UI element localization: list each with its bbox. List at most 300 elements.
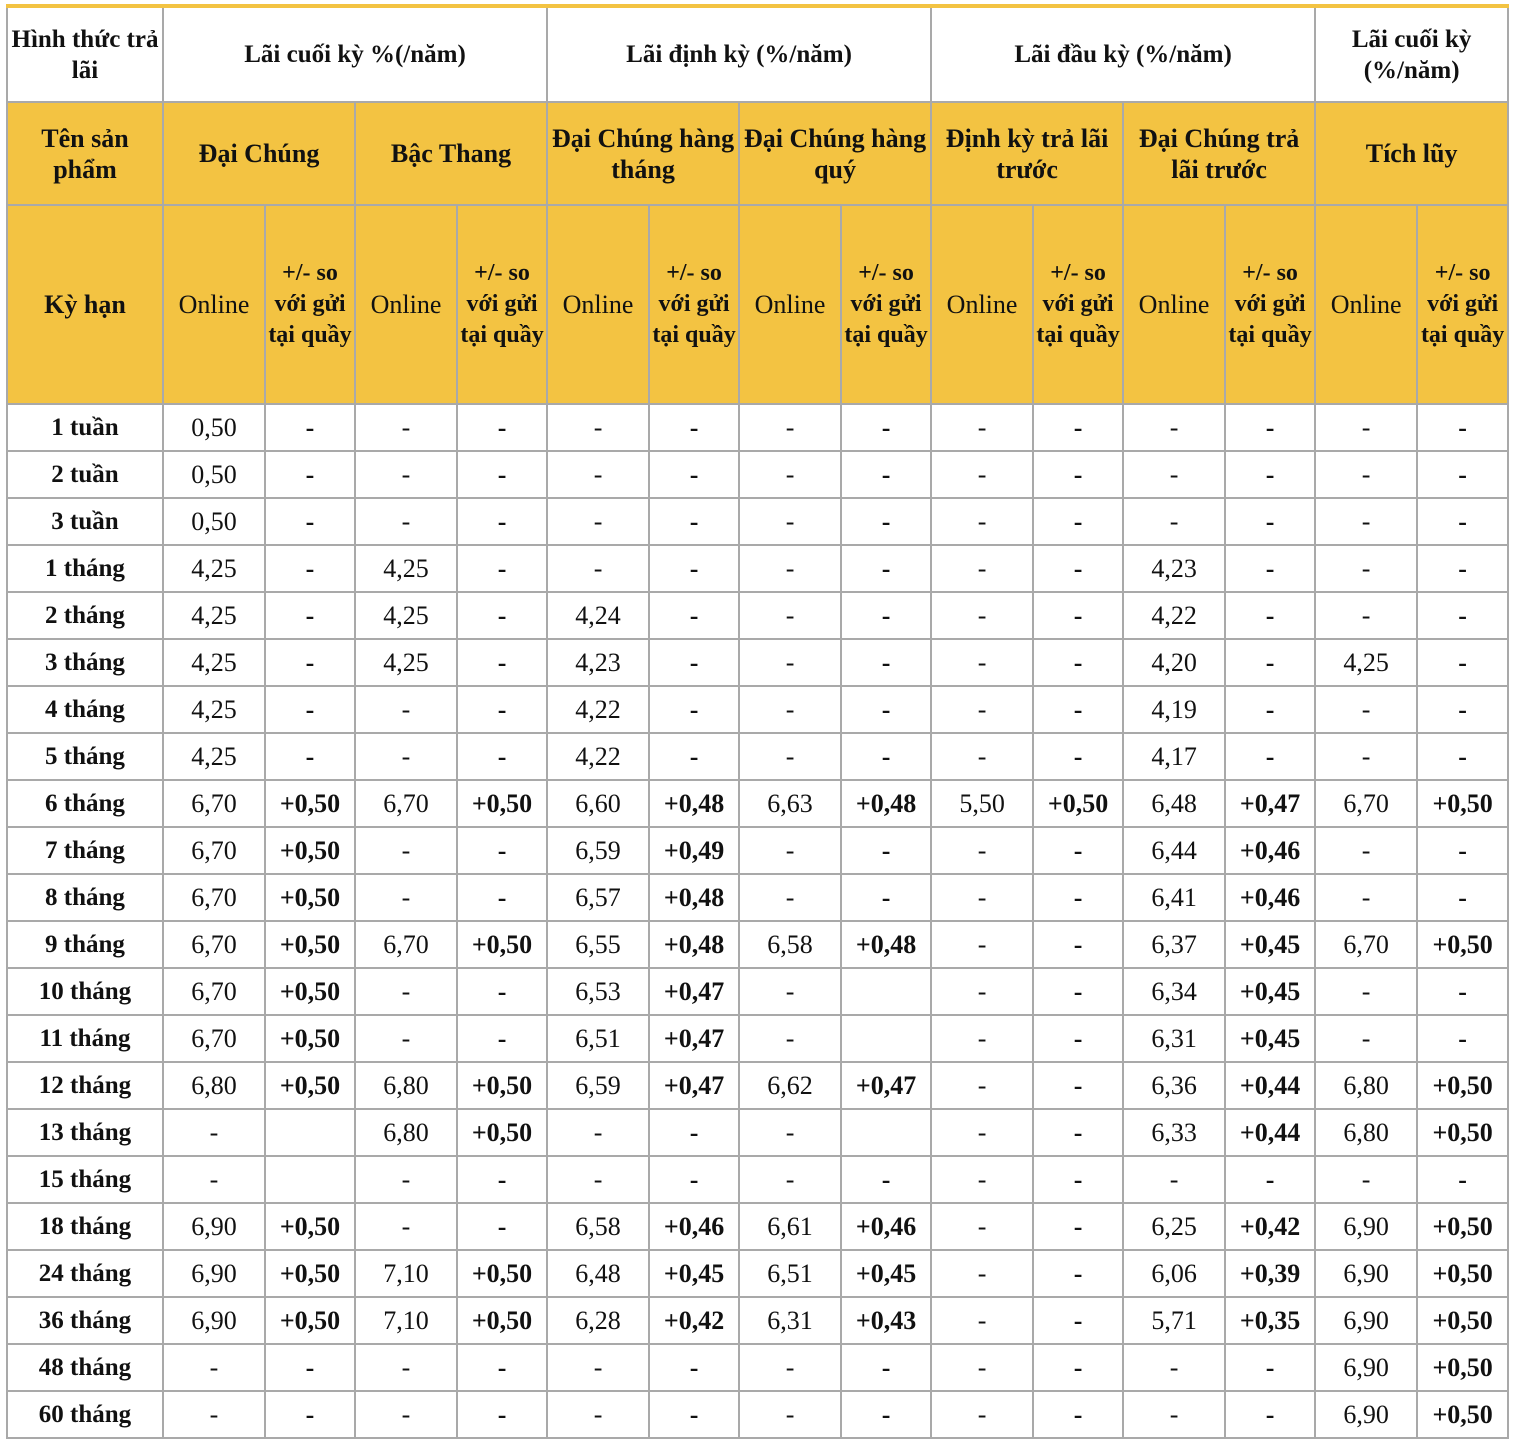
online-rate-cell: 6,70 (163, 827, 265, 874)
online-rate-cell: - (1315, 968, 1417, 1015)
group-header-upfront: Lãi đầu kỳ (%/năm) (931, 6, 1315, 102)
online-rate-cell: 6,58 (547, 1203, 649, 1250)
product-dai-chung-tra-lai-truoc: Đại Chúng trả lãi trước (1123, 102, 1315, 205)
term-cell: 2 tuần (7, 451, 163, 498)
table-row (7, 592, 1508, 639)
online-rate-cell: 0,50 (163, 451, 265, 498)
online-rate-cell: - (739, 1109, 841, 1156)
online-rate-cell: - (739, 1391, 841, 1438)
delta-cell: - (649, 545, 739, 592)
delta-cell: - (1225, 1391, 1315, 1438)
table-row (7, 1297, 1508, 1344)
online-rate-cell: 6,34 (1123, 968, 1225, 1015)
table-row (7, 968, 1508, 1015)
online-rate-cell: 4,25 (355, 592, 457, 639)
delta-cell: +0,50 (457, 1109, 547, 1156)
delta-cell: - (841, 451, 931, 498)
term-cell: 4 tháng (7, 686, 163, 733)
delta-cell: - (1225, 592, 1315, 639)
online-header: Online (355, 205, 457, 404)
delta-cell: +0,47 (649, 968, 739, 1015)
term-cell: 3 tháng (7, 639, 163, 686)
online-rate-cell: 6,70 (163, 921, 265, 968)
product-header-row (7, 102, 1508, 205)
online-header: Online (739, 205, 841, 404)
online-rate-cell: - (931, 733, 1033, 780)
online-rate-cell: - (739, 733, 841, 780)
delta-cell: +0,50 (265, 1203, 355, 1250)
delta-cell: +0,50 (457, 1250, 547, 1297)
delta-cell: - (457, 1156, 547, 1203)
product-bac-thang: Bậc Thang (355, 102, 547, 205)
delta-cell: - (1033, 686, 1123, 733)
online-rate-cell: 6,90 (1315, 1344, 1417, 1391)
term-cell: 5 tháng (7, 733, 163, 780)
online-rate-cell: 4,20 (1123, 639, 1225, 686)
online-header: Online (547, 205, 649, 404)
delta-cell: - (649, 451, 739, 498)
online-rate-cell: - (547, 1391, 649, 1438)
term-cell: 36 tháng (7, 1297, 163, 1344)
delta-cell: - (1417, 733, 1508, 780)
online-rate-cell: 6,36 (1123, 1062, 1225, 1109)
delta-cell: - (649, 1344, 739, 1391)
delta-cell: +0,50 (1417, 1391, 1508, 1438)
delta-cell: - (265, 498, 355, 545)
delta-cell: +0,46 (1225, 874, 1315, 921)
delta-cell: - (649, 498, 739, 545)
online-header: Online (931, 205, 1033, 404)
online-rate-cell: 6,80 (355, 1062, 457, 1109)
online-rate-cell: 4,23 (547, 639, 649, 686)
online-rate-cell: 4,25 (163, 545, 265, 592)
delta-cell: +0,46 (649, 1203, 739, 1250)
delta-cell: - (841, 404, 931, 451)
online-rate-cell: - (1123, 1391, 1225, 1438)
delta-cell: - (265, 592, 355, 639)
delta-cell: - (1033, 1109, 1123, 1156)
delta-cell: - (265, 1391, 355, 1438)
interest-rate-table (6, 4, 1509, 1439)
online-rate-cell: - (739, 968, 841, 1015)
online-rate-cell: - (547, 1344, 649, 1391)
online-rate-cell: - (931, 1297, 1033, 1344)
delta-cell: +0,50 (1417, 1062, 1508, 1109)
delta-cell: - (1417, 592, 1508, 639)
delta-cell: +0,47 (841, 1062, 931, 1109)
table-row (7, 1344, 1508, 1391)
online-rate-cell: 4,25 (163, 733, 265, 780)
term-cell: 10 tháng (7, 968, 163, 1015)
online-rate-cell: - (1123, 1344, 1225, 1391)
online-rate-cell: 7,10 (355, 1297, 457, 1344)
delta-cell: +0,43 (841, 1297, 931, 1344)
online-rate-cell: - (931, 1015, 1033, 1062)
term-cell: 1 tháng (7, 545, 163, 592)
delta-cell: +0,50 (265, 874, 355, 921)
online-rate-cell: 6,80 (163, 1062, 265, 1109)
online-rate-cell: 6,48 (1123, 780, 1225, 827)
delta-cell: - (1033, 1344, 1123, 1391)
group-header-periodic: Lãi định kỳ (%/năm) (547, 6, 931, 102)
delta-cell: - (457, 545, 547, 592)
delta-cell: - (649, 1109, 739, 1156)
term-cell: 2 tháng (7, 592, 163, 639)
delta-cell: - (1033, 827, 1123, 874)
online-rate-cell: - (1315, 545, 1417, 592)
online-rate-cell: 6,90 (1315, 1391, 1417, 1438)
term-cell: 7 tháng (7, 827, 163, 874)
delta-cell: +0,50 (457, 780, 547, 827)
delta-cell: - (1033, 545, 1123, 592)
delta-cell: +0,44 (1225, 1109, 1315, 1156)
delta-cell: - (1417, 1015, 1508, 1062)
online-rate-cell: 6,90 (163, 1297, 265, 1344)
delta-cell: +0,46 (841, 1203, 931, 1250)
delta-vs-counter-header: +/- so với gửi tại quầy (1417, 205, 1508, 404)
online-rate-cell: - (1123, 404, 1225, 451)
term-cell: 48 tháng (7, 1344, 163, 1391)
delta-cell: +0,48 (649, 874, 739, 921)
delta-cell: - (1033, 1250, 1123, 1297)
online-rate-cell: 4,25 (163, 592, 265, 639)
online-rate-cell: 6,62 (739, 1062, 841, 1109)
online-rate-cell: - (739, 639, 841, 686)
online-rate-cell: - (931, 1250, 1033, 1297)
delta-cell: - (1225, 404, 1315, 451)
online-rate-cell: - (547, 404, 649, 451)
delta-cell: - (649, 404, 739, 451)
delta-cell: - (1033, 1297, 1123, 1344)
delta-cell: - (457, 639, 547, 686)
online-rate-cell: - (931, 451, 1033, 498)
online-rate-cell: 6,61 (739, 1203, 841, 1250)
term-cell: 15 tháng (7, 1156, 163, 1203)
online-rate-cell: - (355, 1344, 457, 1391)
online-rate-cell: - (1315, 404, 1417, 451)
delta-cell: - (649, 1156, 739, 1203)
online-rate-cell: - (547, 545, 649, 592)
online-rate-cell: - (355, 968, 457, 1015)
online-rate-cell: 6,33 (1123, 1109, 1225, 1156)
delta-cell: +0,45 (1225, 1015, 1315, 1062)
online-rate-cell: - (739, 874, 841, 921)
online-rate-cell: - (355, 827, 457, 874)
online-rate-cell: 6,57 (547, 874, 649, 921)
delta-cell: - (265, 1344, 355, 1391)
delta-cell: +0,42 (649, 1297, 739, 1344)
online-rate-cell: - (1315, 451, 1417, 498)
online-rate-cell: 6,70 (355, 921, 457, 968)
delta-cell: - (265, 686, 355, 733)
table-row (7, 874, 1508, 921)
online-rate-cell: 6,80 (1315, 1062, 1417, 1109)
delta-cell: +0,45 (649, 1250, 739, 1297)
term-label: Kỳ hạn (7, 205, 163, 404)
online-rate-cell: 6,37 (1123, 921, 1225, 968)
online-rate-cell: 4,25 (163, 639, 265, 686)
online-rate-cell: - (931, 827, 1033, 874)
online-rate-cell: 6,51 (739, 1250, 841, 1297)
online-rate-cell: - (931, 1109, 1033, 1156)
delta-cell: +0,39 (1225, 1250, 1315, 1297)
delta-cell: - (841, 1391, 931, 1438)
online-rate-cell: 0,50 (163, 404, 265, 451)
online-rate-cell: - (739, 1156, 841, 1203)
online-rate-cell: 4,17 (1123, 733, 1225, 780)
delta-cell: +0,45 (1225, 921, 1315, 968)
online-rate-cell: 6,70 (355, 780, 457, 827)
online-rate-cell: 6,63 (739, 780, 841, 827)
delta-cell: - (1033, 404, 1123, 451)
online-rate-cell: - (931, 968, 1033, 1015)
table-row (7, 1203, 1508, 1250)
delta-cell: +0,48 (841, 780, 931, 827)
delta-cell: +0,50 (265, 827, 355, 874)
online-rate-cell: 4,22 (547, 733, 649, 780)
online-rate-cell: 6,70 (163, 1015, 265, 1062)
delta-cell: - (1417, 451, 1508, 498)
online-rate-cell: - (163, 1156, 265, 1203)
online-rate-cell: 6,51 (547, 1015, 649, 1062)
delta-cell: +0,47 (649, 1015, 739, 1062)
delta-cell: +0,50 (1417, 921, 1508, 968)
table-row (7, 1015, 1508, 1062)
online-rate-cell: 6,90 (163, 1203, 265, 1250)
online-rate-cell: 6,53 (547, 968, 649, 1015)
product-dinh-ky-tra-lai-truoc: Định kỳ trả lãi trước (931, 102, 1123, 205)
delta-cell: - (841, 827, 931, 874)
online-rate-cell: - (1315, 733, 1417, 780)
term-cell: 18 tháng (7, 1203, 163, 1250)
delta-cell: - (457, 404, 547, 451)
online-rate-cell: 6,48 (547, 1250, 649, 1297)
delta-cell: +0,42 (1225, 1203, 1315, 1250)
online-rate-cell: - (355, 1015, 457, 1062)
online-rate-cell: 6,28 (547, 1297, 649, 1344)
online-rate-cell: 6,41 (1123, 874, 1225, 921)
online-rate-cell: 6,58 (739, 921, 841, 968)
delta-cell: +0,50 (457, 921, 547, 968)
online-rate-cell: - (1315, 592, 1417, 639)
online-rate-cell: - (931, 874, 1033, 921)
delta-vs-counter-header: +/- so với gửi tại quầy (1033, 205, 1123, 404)
online-rate-cell: - (1315, 686, 1417, 733)
online-rate-cell: 6,70 (1315, 921, 1417, 968)
delta-cell (265, 1156, 355, 1203)
delta-cell: - (1033, 1062, 1123, 1109)
online-rate-cell: 6,70 (163, 780, 265, 827)
online-rate-cell: - (355, 1203, 457, 1250)
delta-cell: - (457, 827, 547, 874)
delta-cell: - (1417, 968, 1508, 1015)
delta-cell: - (1417, 498, 1508, 545)
product-dai-chung: Đại Chúng (163, 102, 355, 205)
delta-cell: +0,50 (265, 780, 355, 827)
online-rate-cell: - (739, 545, 841, 592)
online-rate-cell: 4,22 (1123, 592, 1225, 639)
online-rate-cell: - (1123, 498, 1225, 545)
term-cell: 3 tuần (7, 498, 163, 545)
delta-cell: +0,50 (265, 921, 355, 968)
table-row (7, 498, 1508, 545)
term-cell: 11 tháng (7, 1015, 163, 1062)
online-rate-cell: - (739, 404, 841, 451)
delta-cell: - (1225, 545, 1315, 592)
delta-cell (265, 1109, 355, 1156)
delta-cell: +0,35 (1225, 1297, 1315, 1344)
delta-cell: - (1033, 1391, 1123, 1438)
online-rate-cell: - (1315, 874, 1417, 921)
online-rate-cell: 6,70 (163, 874, 265, 921)
delta-vs-counter-header: +/- so với gửi tại quầy (457, 205, 547, 404)
table-row (7, 1109, 1508, 1156)
product-dai-chung-hang-thang: Đại Chúng hàng tháng (547, 102, 739, 205)
online-rate-cell: - (931, 592, 1033, 639)
delta-cell (841, 1109, 931, 1156)
delta-cell: - (649, 639, 739, 686)
delta-cell: +0,50 (1417, 780, 1508, 827)
delta-cell: - (1033, 874, 1123, 921)
online-rate-cell: 6,90 (1315, 1250, 1417, 1297)
online-rate-cell: - (355, 874, 457, 921)
delta-cell: - (457, 498, 547, 545)
delta-cell: - (1033, 921, 1123, 968)
delta-cell: - (1417, 639, 1508, 686)
delta-cell: - (649, 1391, 739, 1438)
online-rate-cell: - (931, 639, 1033, 686)
table-row (7, 780, 1508, 827)
online-rate-cell: 6,55 (547, 921, 649, 968)
delta-cell: - (457, 592, 547, 639)
online-rate-cell: 4,25 (355, 639, 457, 686)
online-rate-cell: - (547, 1156, 649, 1203)
term-cell: 8 tháng (7, 874, 163, 921)
online-rate-cell: 6,90 (1315, 1297, 1417, 1344)
delta-cell: +0,50 (1417, 1344, 1508, 1391)
delta-vs-counter-header: +/- so với gửi tại quầy (1225, 205, 1315, 404)
term-cell: 9 tháng (7, 921, 163, 968)
product-name-label: Tên sản phẩm (7, 102, 163, 205)
delta-cell: - (457, 1391, 547, 1438)
delta-cell: +0,45 (1225, 968, 1315, 1015)
online-rate-cell: - (931, 1062, 1033, 1109)
delta-cell: - (649, 733, 739, 780)
delta-cell: +0,50 (1417, 1250, 1508, 1297)
online-rate-cell: - (739, 827, 841, 874)
online-rate-cell: 5,50 (931, 780, 1033, 827)
delta-cell: - (457, 733, 547, 780)
delta-cell: - (649, 592, 739, 639)
delta-cell: - (1033, 968, 1123, 1015)
online-rate-cell: 4,23 (1123, 545, 1225, 592)
table-row (7, 1156, 1508, 1203)
online-rate-cell: - (355, 1391, 457, 1438)
online-rate-cell: - (355, 404, 457, 451)
delta-cell: - (841, 545, 931, 592)
delta-cell: +0,47 (649, 1062, 739, 1109)
online-rate-cell: - (931, 404, 1033, 451)
table-row (7, 733, 1508, 780)
online-rate-cell: 4,25 (1315, 639, 1417, 686)
online-rate-cell: 6,59 (547, 827, 649, 874)
online-rate-cell: 6,80 (355, 1109, 457, 1156)
online-rate-cell: - (931, 686, 1033, 733)
online-rate-cell: 6,25 (1123, 1203, 1225, 1250)
online-header: Online (1315, 205, 1417, 404)
online-rate-cell: 4,25 (355, 545, 457, 592)
online-rate-cell: 6,60 (547, 780, 649, 827)
delta-vs-counter-header: +/- so với gửi tại quầy (265, 205, 355, 404)
delta-cell: - (841, 1344, 931, 1391)
online-rate-cell: - (1315, 1156, 1417, 1203)
table-row (7, 1250, 1508, 1297)
online-rate-cell: 4,22 (547, 686, 649, 733)
online-rate-cell: 6,31 (1123, 1015, 1225, 1062)
delta-cell: - (457, 968, 547, 1015)
delta-vs-counter-header: +/- so với gửi tại quầy (649, 205, 739, 404)
delta-cell: - (265, 545, 355, 592)
delta-cell: - (1417, 874, 1508, 921)
online-rate-cell: - (547, 498, 649, 545)
online-rate-cell: - (355, 498, 457, 545)
delta-cell: - (841, 592, 931, 639)
online-rate-cell: 6,90 (1315, 1203, 1417, 1250)
delta-cell: - (1033, 1156, 1123, 1203)
online-header: Online (1123, 205, 1225, 404)
table-row (7, 545, 1508, 592)
table-row (7, 1062, 1508, 1109)
delta-cell: - (1033, 733, 1123, 780)
delta-cell (841, 968, 931, 1015)
delta-cell: - (1033, 1015, 1123, 1062)
online-rate-cell: - (739, 1015, 841, 1062)
online-rate-cell: 6,31 (739, 1297, 841, 1344)
delta-cell: - (457, 1344, 547, 1391)
term-cell: 24 tháng (7, 1250, 163, 1297)
delta-cell: - (1225, 498, 1315, 545)
delta-cell: - (457, 686, 547, 733)
delta-cell: - (649, 686, 739, 733)
delta-cell: - (841, 733, 931, 780)
table-row (7, 639, 1508, 686)
online-rate-cell: - (163, 1344, 265, 1391)
online-rate-cell: - (355, 733, 457, 780)
table-row (7, 404, 1508, 451)
payment-method-header-row (7, 6, 1508, 102)
online-rate-cell: - (931, 921, 1033, 968)
online-rate-cell: - (355, 451, 457, 498)
online-rate-cell: - (1315, 498, 1417, 545)
delta-cell: - (1225, 1344, 1315, 1391)
online-rate-cell: - (163, 1391, 265, 1438)
online-rate-cell: - (739, 686, 841, 733)
delta-cell: +0,50 (265, 968, 355, 1015)
online-rate-cell: - (1123, 1156, 1225, 1203)
delta-cell: +0,50 (1417, 1297, 1508, 1344)
online-rate-cell: - (931, 545, 1033, 592)
delta-cell: - (1417, 827, 1508, 874)
online-rate-cell: - (931, 1391, 1033, 1438)
delta-cell (841, 1015, 931, 1062)
delta-cell: - (265, 404, 355, 451)
delta-cell: - (841, 639, 931, 686)
online-rate-cell: - (931, 1156, 1033, 1203)
delta-cell: - (457, 874, 547, 921)
delta-cell: - (1225, 686, 1315, 733)
online-rate-cell: 6,70 (1315, 780, 1417, 827)
online-rate-cell: - (931, 1203, 1033, 1250)
